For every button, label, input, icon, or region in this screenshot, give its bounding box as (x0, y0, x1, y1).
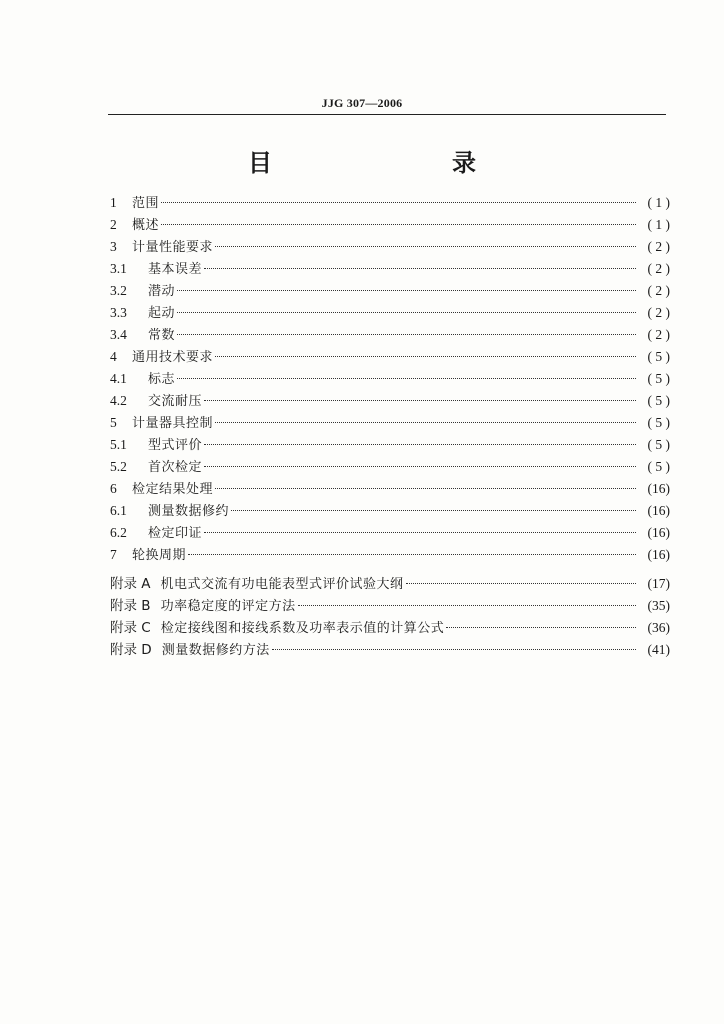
toc-entry (110, 258, 670, 280)
toc-entry (110, 456, 670, 478)
toc-entry-number: 3 (110, 239, 117, 254)
toc-appendix-entry (110, 639, 670, 661)
leader-dots (161, 224, 636, 225)
appendix-label: 机电式交流有功电能表型式评价试验大纲 (160, 577, 404, 592)
toc-entry-page: ( 2 ) (647, 283, 670, 298)
toc-entry-number: 4 (110, 349, 117, 364)
toc-entry-label: 交流耐压 (148, 394, 203, 409)
leader-dots (446, 627, 636, 628)
toc-appendix-entry (110, 617, 670, 639)
toc-entry (110, 544, 670, 566)
toc-entry-label: 概述 (132, 218, 160, 233)
toc-entry-number: 3.1 (110, 261, 127, 276)
toc-entry (110, 478, 670, 500)
toc-entry (110, 302, 670, 324)
toc-entry-number: 5.2 (110, 459, 127, 474)
appendix-label: 测量数据修约方法 (161, 643, 270, 658)
leader-dots (204, 400, 636, 401)
toc-entry (110, 214, 670, 236)
appendix-page: (41) (647, 642, 670, 657)
toc-entry-label: 测量数据修约 (148, 504, 230, 519)
leader-dots (204, 268, 636, 269)
toc-entry (110, 390, 670, 412)
toc-entry (110, 434, 670, 456)
leader-dots (298, 605, 636, 606)
toc-entry-page: ( 1 ) (647, 195, 670, 210)
toc-entry-number: 3.4 (110, 327, 127, 342)
table-of-contents (110, 192, 670, 661)
toc-entry-number: 5.1 (110, 437, 127, 452)
appendix-number: 附录 C (110, 620, 151, 636)
toc-entry (110, 324, 670, 346)
appendix-page: (17) (647, 576, 670, 591)
leader-dots (204, 466, 636, 467)
leader-dots (272, 649, 636, 650)
toc-entry (110, 500, 670, 522)
toc-entry-number: 3.3 (110, 305, 127, 320)
toc-entry (110, 522, 670, 544)
toc-entry-label: 轮换周期 (132, 548, 187, 563)
toc-entry-page: ( 5 ) (647, 459, 670, 474)
appendix-page: (35) (647, 598, 670, 613)
toc-entry (110, 236, 670, 258)
leader-dots (177, 312, 636, 313)
toc-entry (110, 368, 670, 390)
appendix-number: 附录 A (110, 576, 151, 592)
toc-entry-label: 标志 (148, 372, 176, 387)
toc-entry-number: 5 (110, 415, 117, 430)
appendix-number: 附录 D (110, 642, 152, 658)
toc-entry-number: 6.1 (110, 503, 127, 518)
toc-entry-label: 计量器具控制 (132, 416, 214, 431)
leader-dots (161, 202, 636, 203)
toc-entry (110, 412, 670, 434)
leader-dots (177, 378, 636, 379)
leader-dots (204, 532, 636, 533)
toc-entry-page: (16) (647, 503, 670, 518)
toc-entry-page: ( 5 ) (647, 371, 670, 386)
toc-entry-number: 3.2 (110, 283, 127, 298)
toc-appendix-entry (110, 573, 670, 595)
header-rule (108, 114, 666, 115)
toc-entry-label: 起动 (148, 306, 176, 321)
toc-entry-label: 潜动 (148, 284, 176, 299)
leader-dots (406, 583, 636, 584)
toc-entry-page: ( 1 ) (647, 217, 670, 232)
toc-entry-page: ( 5 ) (647, 393, 670, 408)
toc-entry-number: 6 (110, 481, 117, 496)
toc-entry-label: 检定印证 (148, 526, 203, 541)
toc-entry (110, 192, 670, 214)
toc-entry-page: ( 2 ) (647, 305, 670, 320)
toc-entry-number: 4.1 (110, 371, 127, 386)
toc-entry-page: (16) (647, 547, 670, 562)
appendix-page: (36) (647, 620, 670, 635)
toc-title: 目 录 (248, 149, 520, 177)
leader-dots (204, 444, 636, 445)
toc-entry-page: ( 5 ) (647, 437, 670, 452)
toc-entry-label: 通用技术要求 (132, 350, 214, 365)
appendix-number: 附录 B (110, 598, 151, 614)
toc-entry-number: 7 (110, 547, 117, 562)
leader-dots (177, 290, 636, 291)
leader-dots (177, 334, 636, 335)
toc-entry-number: 1 (110, 195, 117, 210)
toc-appendix-entry (110, 595, 670, 617)
toc-entry-number: 4.2 (110, 393, 127, 408)
toc-entry-page: ( 2 ) (647, 327, 670, 342)
toc-entry-label: 基本误差 (148, 262, 203, 277)
toc-entry-label: 首次检定 (148, 460, 203, 475)
toc-entry-page: ( 2 ) (647, 239, 670, 254)
toc-entry-page: (16) (647, 481, 670, 496)
toc-entry-label: 检定结果处理 (132, 482, 214, 497)
standard-code-header: JJG 307—2006 (321, 96, 403, 110)
appendix-label: 检定接线图和接线系数及功率表示值的计算公式 (160, 621, 445, 636)
appendix-label: 功率稳定度的评定方法 (160, 599, 296, 614)
toc-entry-number: 6.2 (110, 525, 127, 540)
leader-dots (188, 554, 636, 555)
toc-entry-label: 计量性能要求 (132, 240, 214, 255)
toc-entry-label: 常数 (148, 328, 176, 343)
toc-entry-page: (16) (647, 525, 670, 540)
leader-dots (231, 510, 636, 511)
toc-entry-page: ( 5 ) (647, 349, 670, 364)
toc-entry (110, 280, 670, 302)
leader-dots (215, 422, 636, 423)
toc-entry-number: 2 (110, 217, 117, 232)
toc-entry-page: ( 2 ) (647, 261, 670, 276)
toc-entry-label: 范围 (132, 196, 160, 211)
leader-dots (215, 356, 636, 357)
toc-entry (110, 346, 670, 368)
toc-entry-page: ( 5 ) (647, 415, 670, 430)
leader-dots (215, 246, 636, 247)
toc-entry-label: 型式评价 (148, 438, 203, 453)
leader-dots (215, 488, 636, 489)
